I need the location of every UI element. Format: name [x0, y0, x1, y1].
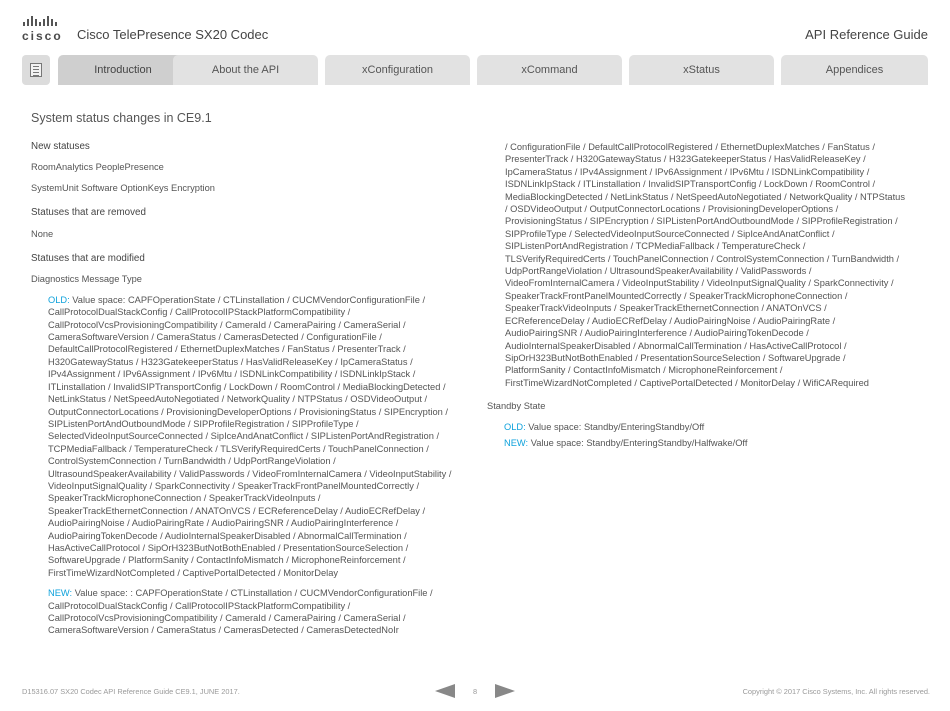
removed-statuses-heading: Statuses that are removed	[31, 207, 146, 219]
diagnostics-old-text: Value space: CAPFOperationState / CTLinstallation / CUCMVendorConfigurationFile / CallProtocolDualStackConfig / CallProtocolIPStackPlatformCompatibility / CallProtocolVcsProvisioningCompatibility / CameraId / CameraPairing / CameraSerial / CameraSoftwareVersion / CameraStatus / CamerasDetected / ConfigurationFile / DefaultCallProtocolRegistered / EthernetDuplexMatches / FanStatus / PresenterTrack / H320GatewayStatus / H323GatekeeperStatus / HasValidReleaseKey / IpCameraStatus / IPv4Assignment / IPv6Assignment / IPv6Mtu / ISDNLinkCompatibility / ISDNLinkIpStack / ITLinstallation / InvalidSIPTransportConfig / LockDown / RoomControl / MediaBlockingDetected / NetLinkStatus / NetSpeedAutoNegotiated / NetworkQuality / NTPStatus / OSDVideoOutput / OutputConnectorLocations / ProvisioningDeveloperOptions / ProvisioningStatus / SIPEncryption / SIPListenPortAndOutboundMode / SIPProfileRegistration / SIPProfileType / SelectedVideoInputSourceConnected / SipIceAndAnatConflict / SIPListenPortAndRegistration / TCPMediaFallback / TemperatureCheck / TLSVerifyRequiredCerts / TouchPanelConnection / ControlSystemConnection / TurnBandwidth / UdpPortRangeViolation / UltrasoundSpeakerAvailability / ValidPasswords / VideoFromInternalCamera / VideoInputStability / VideoInputSignalQuality / SparkConnectivity / SpeakerTrackFrontPanelMountedCorrectly / SpeakerTrackMicrophoneConnection / SpeakerTrackVideoInputs / SpeakerTrackEthernetConnection / ANATOnVCS / ECReferenceDelay / AudioECRefDelay / AudioPairingNoise / AudioPairingRate / AudioPairingSNR / AudioPairingInterference / AudioPairingTokenDecode / AudioInternalSpeakerDisabled / AbnormalCallTermination / HasActiveCallProtocol / SipOrH323ButNotBothEnabled / PresentationSourceSelection / SoftwareUpgrade / PlatformSanity / ContactInfoMismatch / MicrophoneReinforcement / FirstTimeWizardNotCompleted / CaptivePortalDetected / MonitorDelay	[48, 294, 452, 578]
removed-statuses-value: None	[31, 228, 54, 239]
section-title: System status changes in CE9.1	[31, 111, 212, 125]
next-page-icon[interactable]	[495, 684, 515, 698]
tab-xstatus[interactable]: xStatus	[629, 55, 774, 85]
status-name-diagnostics: Diagnostics Message Type	[31, 274, 142, 285]
standby-old-value-space	[487, 421, 907, 433]
new-label: NEW:	[504, 437, 529, 448]
logo-bars-icon	[23, 16, 64, 26]
diagnostics-new-value-space	[31, 587, 461, 637]
left-column	[31, 141, 461, 637]
guide-title: API Reference Guide	[805, 27, 928, 42]
tab-xconfiguration[interactable]: xConfiguration	[325, 55, 470, 85]
product-title: Cisco TelePresence SX20 Codec	[77, 27, 269, 42]
cisco-logo	[22, 16, 64, 42]
page-footer	[0, 684, 950, 700]
tab-about-the-api[interactable]: About the API	[173, 55, 318, 85]
new-status-item: SystemUnit Software OptionKeys Encryption	[31, 182, 215, 193]
new-label: NEW:	[48, 588, 73, 599]
tab-appendices[interactable]: Appendices	[781, 55, 928, 85]
standby-new-text: Value space: Standby/EnteringStandby/Halfwake/Off	[530, 437, 748, 448]
status-name-standby: Standby State	[487, 401, 546, 412]
diagnostics-old-value-space	[31, 294, 461, 579]
top-navigation	[22, 55, 928, 85]
new-statuses-heading: New statuses	[31, 141, 90, 152]
page-number: 8	[472, 687, 478, 696]
new-status-item: RoomAnalytics PeoplePresence	[31, 162, 164, 173]
tab-xcommand[interactable]: xCommand	[477, 55, 622, 85]
diagnostics-new-text-continued: / ConfigurationFile / DefaultCallProtocolRegistered / EthernetDuplexMatches / FanStatus / PresenterTrack / H320GatewayStatus / H323GatekeeperStatus / HasValidReleaseKey / IpCameraStatus / IPv4Assignment / IPv6Assignment / IPv6Mtu / ISDNLinkCompatibility / ISDNLinkIpStack / ITLinstallation / InvalidSIPTransportConfig / LockDown / RoomControl / MediaBlockingDetected / NetLinkStatus / NetSpeedAutoNegotiated / NetworkQuality / NTPStatus / OSDVideoOutput / OutputConnectorLocations / ProvisioningDeveloperOptions / ProvisioningStatus / SIPEncryption / SIPListenPortAndOutboundMode / SIPProfileRegistration / SIPProfileType / SelectedVideoInputSourceConnected / SipIceAndAnatConflict / SIPListenPortAndRegistration / TCPMediaFallback / TemperatureCheck / TLSVerifyRequiredCerts / TouchPanelConnection / ControlSystemConnection / TurnBandwidth / UdpPortRangeViolation / UltrasoundSpeakerAvailability / ValidPasswords / VideoFromInternalCamera / VideoInputStability / VideoInputSignalQuality / SparkConnectivity / SpeakerTrackFrontPanelMountedCorrectly / SpeakerTrackMicrophoneConnection / SpeakerTrackVideoInputs / SpeakerTrackEthernetConnection / ANATOnVCS / ECReferenceDelay / AudioECRefDelay / AudioPairingNoise / AudioPairingRate / AudioPairingSNR / AudioPairingInterference / AudioPairingTokenDecode / AudioInternalSpeakerDisabled / AbnormalCallTermination / HasActiveCallProtocol / SipOrH323ButNotBothEnabled / PresentationSourceSelection / SoftwareUpgrade / PlatformSanity / ContactInfoMismatch / MicrophoneReinforcement / FirstTimeWizardNotCompleted / CaptivePortalDetected / MonitorDelay / WifiCARequired	[505, 142, 905, 388]
right-column	[487, 141, 907, 457]
tab-introduction[interactable]: Introduction	[58, 55, 188, 85]
document-list-icon	[30, 63, 42, 77]
standby-new-value-space	[487, 437, 907, 449]
previous-page-icon[interactable]	[435, 684, 455, 698]
logo-text: cisco	[22, 29, 63, 43]
menu-button[interactable]	[22, 55, 50, 85]
footer-copyright: Copyright © 2017 Cisco Systems, Inc. All rights reserved.	[742, 687, 930, 696]
old-label: OLD:	[504, 421, 526, 432]
diagnostics-new-text: Value space: : CAPFOperationState / CTLinstallation / CUCMVendorConfigurationFile / CallProtocolDualStackConfig / CallProtocolIPStackPlatformCompatibility / CallProtocolVcsProvisioningCompatibility / CameraId / CameraPairing / CameraSerial / CameraSoftwareVersion / CameraStatus / CamerasDetected / CamerasDetectedNoIr	[48, 588, 433, 636]
pager	[435, 684, 515, 698]
footer-document-id: D15316.07 SX20 Codec API Reference Guide CE9.1, JUNE 2017.	[22, 687, 240, 696]
page-header	[0, 0, 950, 48]
old-label: OLD:	[48, 294, 70, 305]
standby-old-text: Value space: Standby/EnteringStandby/Off	[528, 421, 705, 432]
modified-statuses-heading: Statuses that are modified	[31, 253, 145, 265]
